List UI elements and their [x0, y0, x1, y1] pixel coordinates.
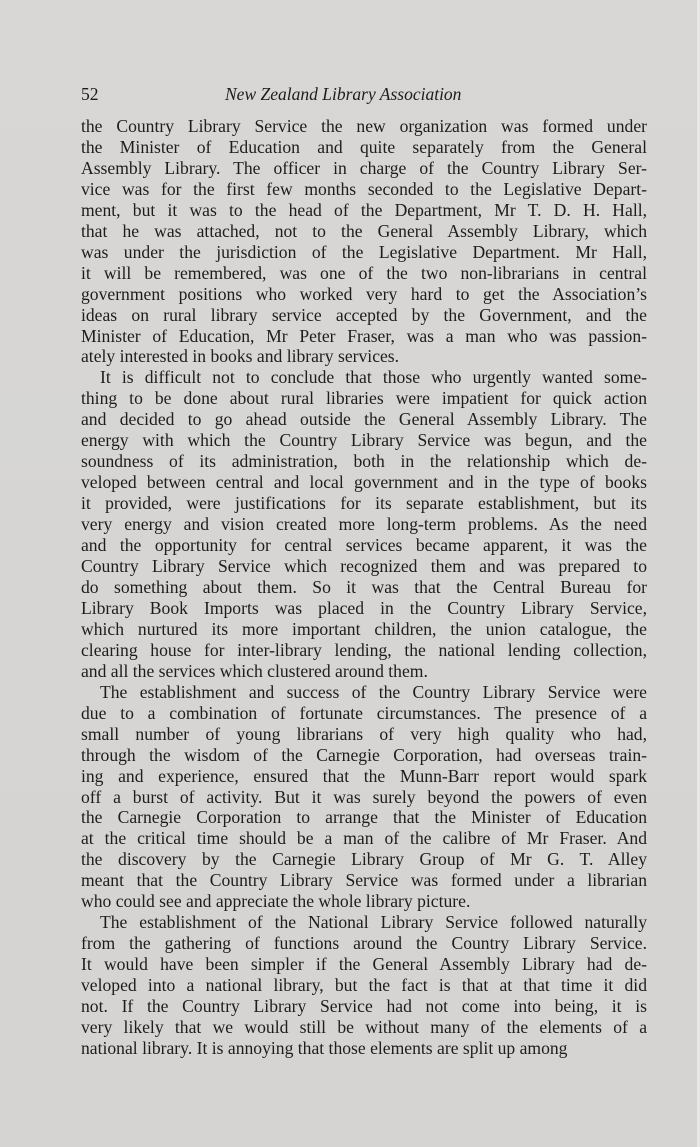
text-line: The establishment of the National Library Service followed naturally [100, 912, 647, 933]
text-line: it will be remembered, was one of the two non-librarians in central [81, 262, 647, 283]
text-line: it provided, were justifications for its separate establishment, but its [81, 493, 647, 514]
text-line: the Country Library Service the new organization was formed under [81, 116, 647, 136]
text-line: that he was attached, not to the General Assembly Library, which [81, 220, 647, 241]
text-line: and all the services which clustered around them. [81, 660, 428, 681]
text-line: Library Book Imports was placed in the Country Library Service, [81, 597, 647, 618]
text-line: Assembly Library. The officer in charge of the Country Library Ser- [81, 157, 647, 178]
text-line: which nurtured its more important children, the union catalogue, the [81, 618, 647, 639]
text-line: due to a combination of fortunate circumstances. The presence of a [81, 702, 647, 723]
text-line: from the gathering of functions around the Country Library Service. [81, 933, 647, 954]
text-line: ideas on rural library service accepted by the Government, and the [81, 304, 647, 325]
text-line: It would have been simpler if the General Assembly Library had de- [81, 954, 647, 975]
text-line: and the opportunity for central services became apparent, it was the [81, 535, 647, 556]
text-line: veloped between central and local government and in the type of books [81, 472, 647, 493]
text-line: was under the jurisdiction of the Legislative Department. Mr Hall, [81, 241, 647, 262]
body-text [81, 116, 647, 1059]
text-line: ment, but it was to the head of the Department, Mr T. D. H. Hall, [81, 199, 647, 220]
text-line: do something about them. So it was that the Central Bureau for [81, 576, 647, 597]
text-line: vice was for the first few months seconded to the Legislative Depart- [81, 178, 647, 199]
text-line: through the wisdom of the Carnegie Corporation, had overseas train- [81, 744, 647, 765]
text-line: the Carnegie Corporation to arrange that the Minister of Education [81, 807, 647, 828]
text-line: clearing house for inter-library lending, the national lending collection, [81, 639, 647, 660]
text-line: It is difficult not to conclude that those who urgently wanted some- [100, 367, 647, 388]
paragraph [81, 367, 647, 681]
text-line: veloped into a national library, but the fact is that at that time it did [81, 975, 647, 996]
paragraph [81, 116, 647, 367]
text-line: Country Library Service which recognized them and was prepared to [81, 556, 647, 577]
text-line: national library. It is annoying that those elements are split up among [81, 1037, 568, 1058]
text-line: very energy and vision created more long-term problems. As the need [81, 514, 647, 535]
running-head [81, 82, 647, 106]
text-line: Minister of Education, Mr Peter Fraser, was a man who was passion- [81, 325, 647, 346]
text-line: the Minister of Education and quite separately from the General [81, 136, 647, 157]
text-line: not. If the Country Library Service had not come into being, it is [81, 996, 647, 1017]
running-title: New Zealand Library Association [225, 84, 462, 104]
text-line: the discovery by the Carnegie Library Group of Mr G. T. Alley [81, 849, 647, 870]
text-line: thing to be done about rural libraries were impatient for quick action [81, 388, 647, 409]
paragraph [81, 912, 647, 1059]
text-line: meant that the Country Library Service was formed under a librarian [81, 870, 647, 891]
text-line: ately interested in books and library services. [81, 346, 400, 367]
text-line: The establishment and success of the Country Library Service were [100, 681, 647, 702]
text-line: at the critical time should be a man of the calibre of Mr Fraser. And [81, 828, 647, 849]
text-line: soundness of its administration, both in the relationship which de- [81, 451, 647, 472]
text-line: government positions who worked very hard to get the Association’s [81, 283, 647, 304]
text-line: off a burst of activity. But it was surely beyond the powers of even [81, 786, 647, 807]
text-line: who could see and appreciate the whole library picture. [81, 891, 471, 912]
paragraph [81, 682, 647, 912]
text-line: small number of young librarians of very high quality who had, [81, 723, 647, 744]
text-line: energy with which the Country Library Service was begun, and the [81, 430, 647, 451]
text-line: very likely that we would still be without many of the elements of a [81, 1016, 647, 1037]
text-line: and decided to go ahead outside the General Assembly Library. The [81, 409, 647, 430]
text-line: ing and experience, ensured that the Munn-Barr report would spark [81, 765, 647, 786]
page-number: 52 [81, 84, 99, 104]
